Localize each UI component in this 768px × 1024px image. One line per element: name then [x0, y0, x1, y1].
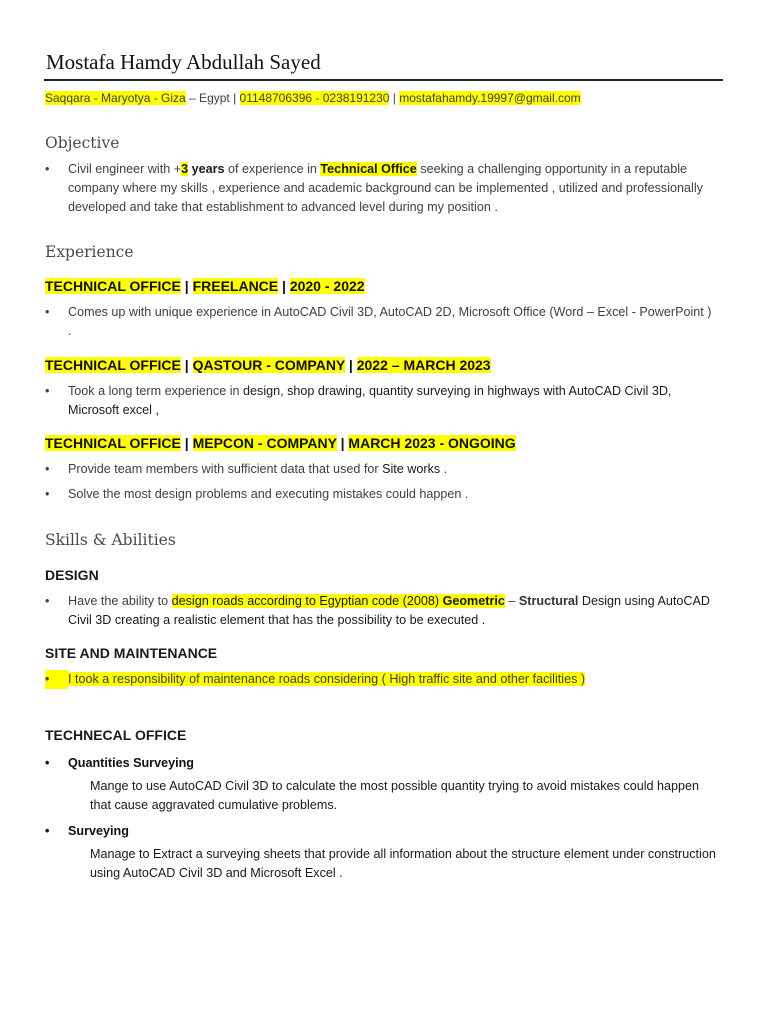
office-subitem-text: Mange to use AutoCAD Civil 3D to calculate the most possible quantity trying to avoid mistakes could happen that cause aggravated cumulative problems.	[90, 779, 700, 812]
job-title-line: TECHNICAL OFFICE | MEPCON - COMPANY | MARCH 2023 - ONGOING	[45, 435, 516, 451]
job-title-line: TECHNICAL OFFICE | FREELANCE | 2020 - 2022	[45, 278, 365, 294]
contact-phones: 01148706396 - 0238191230	[239, 91, 390, 105]
header-divider	[44, 79, 723, 81]
design-heading: DESIGN	[45, 567, 99, 583]
job-bullet-text: Comes up with unique experience in AutoCAD Civil 3D, AutoCAD 2D, Microsoft Office (Word – Excel - PowerPoint ) .	[68, 305, 712, 338]
experience-heading: Experience	[45, 243, 134, 261]
contact-email[interactable]: mostafahamdy.19997@gmail.com	[399, 91, 581, 105]
job-period: 2022 – MARCH 2023	[356, 357, 491, 373]
objective-text: Civil engineer with +3 years of experience in Technical Office seeking a challenging opportunity in a reputable company where my skills , experience and academic background can be implemented , utilized and professionally developed and take that establishment to advanced level during my position .	[68, 162, 703, 214]
bullet-icon: •	[45, 305, 50, 319]
design-bullet	[45, 592, 717, 630]
objective-item	[45, 160, 717, 217]
bullet-icon: •	[45, 384, 50, 398]
bullet-icon: •	[45, 670, 68, 689]
contact-location: Saqqara - Maryotya - Giza	[45, 91, 186, 105]
job-bullet-text: Provide team members with sufficient data that used for Site works .	[68, 462, 448, 476]
job-bullet	[45, 460, 717, 479]
skills-heading: Skills & Abilities	[45, 531, 176, 549]
site-heading: SITE AND MAINTENANCE	[45, 645, 218, 661]
job-bullet-text: Took a long term experience in design, shop drawing, quantity surveying in highways with AutoCAD Civil 3D, Microsoft excel ,	[68, 384, 672, 417]
candidate-name: Mostafa Hamdy Abdullah Sayed	[46, 50, 321, 74]
contact-line	[45, 89, 581, 107]
site-bullet	[45, 670, 717, 689]
job-period: 2020 - 2022	[289, 278, 365, 294]
job-period: MARCH 2023 - ONGOING	[348, 435, 516, 451]
bullet-icon: •	[45, 462, 50, 476]
office-subitem	[45, 822, 129, 840]
office-subitem-text: Manage to Extract a surveying sheets that provide all information about the structure element under construction using AutoCAD Civil 3D and Microsoft Excel .	[90, 847, 716, 880]
office-subitem-title: Quantities Surveying	[68, 756, 194, 770]
office-heading: TECHNECAL OFFICE	[45, 727, 187, 743]
job-bullet	[45, 485, 717, 504]
job-company: FREELANCE	[192, 278, 279, 294]
office-subitem-title: Surveying	[68, 824, 129, 838]
site-text: I took a responsibility of maintenance roads considering ( High traffic site and other facilities )	[68, 672, 586, 686]
job-role: TECHNICAL OFFICE	[45, 278, 181, 294]
contact-country: – Egypt |	[185, 91, 240, 105]
job-bullet-text: Solve the most design problems and executing mistakes could happen .	[68, 487, 469, 501]
bullet-icon: •	[45, 594, 50, 608]
design-text: Have the ability to design roads according to Egyptian code (2008) Geometric – Structural Design using AutoCAD Civil 3D creating a realistic element that has the possibility to be executed .	[68, 594, 710, 627]
job-title-line: TECHNICAL OFFICE | QASTOUR - COMPANY | 2022 – MARCH 2023	[45, 357, 491, 373]
job-role: TECHNICAL OFFICE	[45, 357, 181, 373]
bullet-icon: •	[45, 824, 50, 838]
contact-separator: |	[389, 91, 400, 105]
job-company: MEPCON - COMPANY	[192, 435, 337, 451]
job-role: TECHNICAL OFFICE	[45, 435, 181, 451]
job-bullet	[45, 382, 717, 420]
job-bullet	[45, 303, 717, 341]
objective-heading: Objective	[45, 134, 120, 152]
office-subitem	[45, 754, 194, 772]
bullet-icon: •	[45, 487, 50, 501]
bullet-icon: •	[45, 162, 50, 176]
job-company: QASTOUR - COMPANY	[192, 357, 346, 373]
bullet-icon: •	[45, 756, 50, 770]
